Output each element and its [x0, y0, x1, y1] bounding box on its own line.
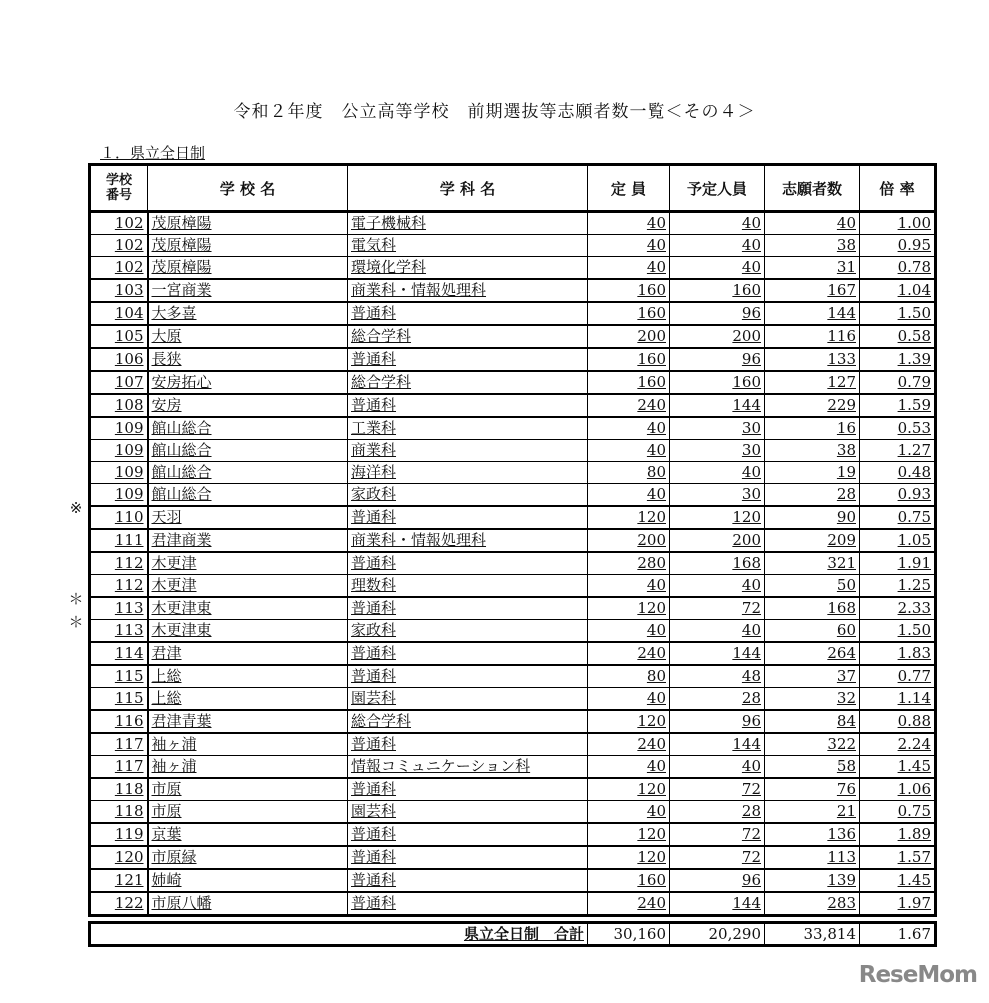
- header-course-name: 学 科 名: [348, 165, 588, 212]
- cell-course-name: 商業科・情報処理科: [348, 279, 588, 302]
- cell-planned: 144: [670, 394, 765, 417]
- cell-applicants: 32: [765, 688, 860, 711]
- cell-ratio: 1.45: [860, 756, 936, 779]
- cell-capacity: 40: [588, 257, 670, 280]
- cell-school-number: 102: [90, 212, 148, 235]
- cell-school-name: 安房拓心: [148, 371, 348, 394]
- cell-school-name: 館山総合: [148, 462, 348, 484]
- cell-school-number: 116: [90, 710, 148, 733]
- cell-capacity: 200: [588, 325, 670, 348]
- cell-applicants: 283: [765, 892, 860, 916]
- cell-planned: 168: [670, 552, 765, 575]
- cell-course-name: 普通科: [348, 869, 588, 892]
- cell-ratio: 0.58: [860, 325, 936, 348]
- table-row: [90, 235, 936, 257]
- cell-school-name: 大多喜: [148, 302, 348, 325]
- cell-school-number: 115: [90, 688, 148, 711]
- cell-course-name: 普通科: [348, 506, 588, 529]
- cell-applicants: 136: [765, 823, 860, 846]
- table-row: [90, 417, 936, 440]
- cell-school-name: 茂原樟陽: [148, 235, 348, 257]
- cell-capacity: 240: [588, 733, 670, 756]
- cell-school-name: 市原八幡: [148, 892, 348, 916]
- cell-school-name: 茂原樟陽: [148, 212, 348, 235]
- cell-course-name: 家政科: [348, 620, 588, 643]
- cell-capacity: 120: [588, 823, 670, 846]
- cell-capacity: 40: [588, 440, 670, 462]
- cell-school-name: 袖ヶ浦: [148, 733, 348, 756]
- cell-ratio: 0.78: [860, 257, 936, 280]
- cell-capacity: 160: [588, 869, 670, 892]
- cell-ratio: 1.05: [860, 529, 936, 552]
- cell-school-name: 木更津東: [148, 597, 348, 620]
- cell-ratio: 0.93: [860, 484, 936, 507]
- cell-applicants: 84: [765, 710, 860, 733]
- cell-school-number: 103: [90, 279, 148, 302]
- applicants-table: [88, 163, 937, 917]
- cell-capacity: 240: [588, 642, 670, 665]
- cell-capacity: 40: [588, 801, 670, 824]
- total-label: 県立全日制 合計: [90, 923, 588, 946]
- cell-capacity: 40: [588, 212, 670, 235]
- cell-school-number: 102: [90, 235, 148, 257]
- cell-capacity: 40: [588, 417, 670, 440]
- cell-planned: 30: [670, 440, 765, 462]
- cell-ratio: 1.45: [860, 869, 936, 892]
- cell-school-name: 館山総合: [148, 484, 348, 507]
- cell-ratio: 0.75: [860, 801, 936, 824]
- cell-applicants: 322: [765, 733, 860, 756]
- cell-capacity: 120: [588, 846, 670, 869]
- cell-capacity: 40: [588, 756, 670, 779]
- header-applicants: 志願者数: [765, 165, 860, 212]
- cell-course-name: 園芸科: [348, 801, 588, 824]
- cell-capacity: 80: [588, 462, 670, 484]
- table-row: [90, 778, 936, 801]
- cell-planned: 28: [670, 688, 765, 711]
- cell-school-number: 119: [90, 823, 148, 846]
- cell-school-number: 113: [90, 597, 148, 620]
- cell-capacity: 40: [588, 620, 670, 643]
- cell-planned: 40: [670, 756, 765, 779]
- table-row: [90, 869, 936, 892]
- cell-school-name: 市原: [148, 801, 348, 824]
- cell-applicants: 127: [765, 371, 860, 394]
- cell-applicants: 133: [765, 348, 860, 371]
- cell-planned: 48: [670, 665, 765, 688]
- cell-school-number: 107: [90, 371, 148, 394]
- cell-applicants: 16: [765, 417, 860, 440]
- cell-school-number: 108: [90, 394, 148, 417]
- cell-applicants: 50: [765, 575, 860, 598]
- cell-school-name: 木更津東: [148, 620, 348, 643]
- cell-school-number: 118: [90, 778, 148, 801]
- cell-ratio: 1.97: [860, 892, 936, 916]
- cell-ratio: 1.39: [860, 348, 936, 371]
- cell-ratio: 0.48: [860, 462, 936, 484]
- table-row: [90, 552, 936, 575]
- table-row: [90, 348, 936, 371]
- cell-ratio: 1.14: [860, 688, 936, 711]
- cell-planned: 96: [670, 348, 765, 371]
- resemom-logo: ReseMom: [858, 962, 977, 988]
- cell-school-name: 木更津: [148, 575, 348, 598]
- section-heading: １．県立全日制: [100, 144, 206, 162]
- cell-capacity: 240: [588, 394, 670, 417]
- cell-course-name: 商業科・情報処理科: [348, 529, 588, 552]
- cell-planned: 144: [670, 733, 765, 756]
- cell-course-name: 普通科: [348, 823, 588, 846]
- cell-school-number: 121: [90, 869, 148, 892]
- cell-school-number: 112: [90, 575, 148, 598]
- cell-planned: 40: [670, 257, 765, 280]
- cell-applicants: 76: [765, 778, 860, 801]
- cell-school-name: 袖ヶ浦: [148, 756, 348, 779]
- cell-school-number: 112: [90, 552, 148, 575]
- cell-course-name: 理数科: [348, 575, 588, 598]
- cell-capacity: 40: [588, 688, 670, 711]
- cell-capacity: 200: [588, 529, 670, 552]
- cell-course-name: 総合学科: [348, 371, 588, 394]
- cell-applicants: 209: [765, 529, 860, 552]
- cell-ratio: 0.53: [860, 417, 936, 440]
- cell-course-name: 普通科: [348, 597, 588, 620]
- cell-school-number: 102: [90, 257, 148, 280]
- table-row: [90, 688, 936, 711]
- cell-course-name: 普通科: [348, 394, 588, 417]
- cell-applicants: 144: [765, 302, 860, 325]
- cell-school-number: 118: [90, 801, 148, 824]
- table-row: [90, 279, 936, 302]
- cell-planned: 144: [670, 642, 765, 665]
- cell-applicants: 90: [765, 506, 860, 529]
- cell-planned: 160: [670, 371, 765, 394]
- cell-planned: 30: [670, 417, 765, 440]
- table-row: [90, 440, 936, 462]
- cell-applicants: 38: [765, 440, 860, 462]
- cell-school-name: 上総: [148, 688, 348, 711]
- cell-school-number: 105: [90, 325, 148, 348]
- cell-course-name: 普通科: [348, 778, 588, 801]
- cell-school-number: 114: [90, 642, 148, 665]
- cell-planned: 200: [670, 325, 765, 348]
- cell-planned: 200: [670, 529, 765, 552]
- cell-school-number: 106: [90, 348, 148, 371]
- cell-planned: 40: [670, 620, 765, 643]
- cell-applicants: 60: [765, 620, 860, 643]
- cell-planned: 96: [670, 710, 765, 733]
- cell-course-name: 普通科: [348, 892, 588, 916]
- cell-capacity: 160: [588, 348, 670, 371]
- cell-capacity: 40: [588, 484, 670, 507]
- cell-ratio: 1.83: [860, 642, 936, 665]
- cell-school-name: 館山総合: [148, 440, 348, 462]
- table-row: [90, 892, 936, 916]
- table-row: [90, 597, 936, 620]
- cell-course-name: 電子機械科: [348, 212, 588, 235]
- cell-applicants: 40: [765, 212, 860, 235]
- cell-school-number: 117: [90, 733, 148, 756]
- table-row: [90, 710, 936, 733]
- cell-school-name: 大原: [148, 325, 348, 348]
- cell-planned: 72: [670, 823, 765, 846]
- cell-planned: 40: [670, 462, 765, 484]
- cell-ratio: 0.79: [860, 371, 936, 394]
- cell-applicants: 28: [765, 484, 860, 507]
- cell-planned: 96: [670, 302, 765, 325]
- cell-capacity: 80: [588, 665, 670, 688]
- cell-school-name: 木更津: [148, 552, 348, 575]
- cell-course-name: 普通科: [348, 348, 588, 371]
- header-school-number: 学校 番号: [90, 165, 148, 212]
- cell-school-number: 120: [90, 846, 148, 869]
- cell-school-name: 天羽: [148, 506, 348, 529]
- cell-school-name: 姉崎: [148, 869, 348, 892]
- total-ratio: 1.67: [860, 923, 936, 946]
- cell-applicants: 38: [765, 235, 860, 257]
- cell-applicants: 31: [765, 257, 860, 280]
- table-row: [90, 484, 936, 507]
- cell-school-name: 君津商業: [148, 529, 348, 552]
- cell-ratio: 1.50: [860, 620, 936, 643]
- cell-school-number: 109: [90, 462, 148, 484]
- table-row: [90, 212, 936, 235]
- cell-capacity: 240: [588, 892, 670, 916]
- note-mark: ※: [69, 499, 83, 518]
- table-row: [90, 394, 936, 417]
- cell-ratio: 1.89: [860, 823, 936, 846]
- cell-planned: 72: [670, 597, 765, 620]
- table-row: [90, 846, 936, 869]
- table-row: [90, 756, 936, 779]
- cell-course-name: 普通科: [348, 642, 588, 665]
- note-mark: ＊: [68, 612, 84, 631]
- cell-capacity: 160: [588, 302, 670, 325]
- cell-school-number: 109: [90, 417, 148, 440]
- cell-school-name: 長狭: [148, 348, 348, 371]
- cell-applicants: 19: [765, 462, 860, 484]
- cell-school-number: 104: [90, 302, 148, 325]
- cell-ratio: 2.24: [860, 733, 936, 756]
- table-row: [90, 642, 936, 665]
- table-row: [90, 506, 936, 529]
- cell-capacity: 280: [588, 552, 670, 575]
- cell-ratio: 1.06: [860, 778, 936, 801]
- header-planned: 予定人員: [670, 165, 765, 212]
- table-row: [90, 302, 936, 325]
- cell-ratio: 0.88: [860, 710, 936, 733]
- note-mark: ＊: [68, 590, 84, 609]
- cell-applicants: 167: [765, 279, 860, 302]
- cell-planned: 72: [670, 778, 765, 801]
- cell-planned: 30: [670, 484, 765, 507]
- cell-ratio: 0.95: [860, 235, 936, 257]
- cell-applicants: 139: [765, 869, 860, 892]
- cell-capacity: 40: [588, 575, 670, 598]
- cell-ratio: 1.25: [860, 575, 936, 598]
- cell-ratio: 0.77: [860, 665, 936, 688]
- cell-capacity: 120: [588, 778, 670, 801]
- table-row: [90, 823, 936, 846]
- cell-capacity: 40: [588, 235, 670, 257]
- cell-capacity: 120: [588, 506, 670, 529]
- table-row: [90, 462, 936, 484]
- cell-school-number: 109: [90, 440, 148, 462]
- cell-planned: 96: [670, 869, 765, 892]
- table-row: [90, 665, 936, 688]
- cell-applicants: 21: [765, 801, 860, 824]
- table-row: [90, 529, 936, 552]
- cell-course-name: 普通科: [348, 733, 588, 756]
- cell-school-name: 君津青葉: [148, 710, 348, 733]
- cell-school-number: 117: [90, 756, 148, 779]
- cell-school-name: 京葉: [148, 823, 348, 846]
- cell-course-name: 商業科: [348, 440, 588, 462]
- page-title: 令和２年度 公立高等学校 前期選抜等志願者数一覧＜その４＞: [233, 102, 756, 122]
- cell-school-name: 茂原樟陽: [148, 257, 348, 280]
- cell-course-name: 普通科: [348, 846, 588, 869]
- cell-ratio: 1.04: [860, 279, 936, 302]
- cell-school-name: 安房: [148, 394, 348, 417]
- cell-course-name: 電気科: [348, 235, 588, 257]
- cell-capacity: 160: [588, 371, 670, 394]
- header-school-name: 学 校 名: [148, 165, 348, 212]
- cell-school-number: 109: [90, 484, 148, 507]
- cell-school-number: 110: [90, 506, 148, 529]
- cell-applicants: 58: [765, 756, 860, 779]
- cell-planned: 160: [670, 279, 765, 302]
- table-row: [90, 371, 936, 394]
- cell-applicants: 321: [765, 552, 860, 575]
- cell-ratio: 1.27: [860, 440, 936, 462]
- cell-school-name: 君津: [148, 642, 348, 665]
- cell-planned: 28: [670, 801, 765, 824]
- total-applicants: 33,814: [765, 923, 860, 946]
- cell-ratio: 0.75: [860, 506, 936, 529]
- cell-school-name: 一宮商業: [148, 279, 348, 302]
- total-planned: 20,290: [670, 923, 765, 946]
- cell-course-name: 海洋科: [348, 462, 588, 484]
- cell-course-name: 環境化学科: [348, 257, 588, 280]
- cell-course-name: 情報コミュニケーション科: [348, 756, 588, 779]
- total-capacity: 30,160: [588, 923, 670, 946]
- total-table: [88, 921, 937, 947]
- table-row: [90, 325, 936, 348]
- cell-course-name: 普通科: [348, 665, 588, 688]
- cell-course-name: 普通科: [348, 552, 588, 575]
- cell-school-name: 上総: [148, 665, 348, 688]
- cell-planned: 72: [670, 846, 765, 869]
- header-ratio: 倍 率: [860, 165, 936, 212]
- cell-ratio: 1.00: [860, 212, 936, 235]
- table-row: [90, 575, 936, 598]
- cell-planned: 40: [670, 235, 765, 257]
- cell-school-name: 館山総合: [148, 417, 348, 440]
- cell-school-name: 市原: [148, 778, 348, 801]
- cell-planned: 120: [670, 506, 765, 529]
- cell-capacity: 120: [588, 597, 670, 620]
- cell-course-name: 家政科: [348, 484, 588, 507]
- cell-course-name: 普通科: [348, 302, 588, 325]
- cell-school-number: 115: [90, 665, 148, 688]
- cell-capacity: 160: [588, 279, 670, 302]
- cell-applicants: 113: [765, 846, 860, 869]
- cell-applicants: 116: [765, 325, 860, 348]
- cell-ratio: 1.50: [860, 302, 936, 325]
- cell-applicants: 168: [765, 597, 860, 620]
- table-row: [90, 620, 936, 643]
- table-header-row: [90, 165, 936, 212]
- cell-ratio: 2.33: [860, 597, 936, 620]
- cell-ratio: 1.59: [860, 394, 936, 417]
- cell-school-name: 市原緑: [148, 846, 348, 869]
- table-row: [90, 733, 936, 756]
- total-row: [90, 923, 936, 946]
- cell-course-name: 総合学科: [348, 710, 588, 733]
- cell-course-name: 総合学科: [348, 325, 588, 348]
- cell-ratio: 1.91: [860, 552, 936, 575]
- cell-capacity: 120: [588, 710, 670, 733]
- table-row: [90, 257, 936, 280]
- cell-planned: 144: [670, 892, 765, 916]
- table-row: [90, 801, 936, 824]
- cell-applicants: 229: [765, 394, 860, 417]
- cell-applicants: 37: [765, 665, 860, 688]
- cell-planned: 40: [670, 212, 765, 235]
- cell-applicants: 264: [765, 642, 860, 665]
- cell-course-name: 工業科: [348, 417, 588, 440]
- header-capacity: 定 員: [588, 165, 670, 212]
- cell-school-number: 122: [90, 892, 148, 916]
- cell-school-number: 113: [90, 620, 148, 643]
- cell-ratio: 1.57: [860, 846, 936, 869]
- cell-planned: 40: [670, 575, 765, 598]
- cell-school-number: 111: [90, 529, 148, 552]
- cell-course-name: 園芸科: [348, 688, 588, 711]
